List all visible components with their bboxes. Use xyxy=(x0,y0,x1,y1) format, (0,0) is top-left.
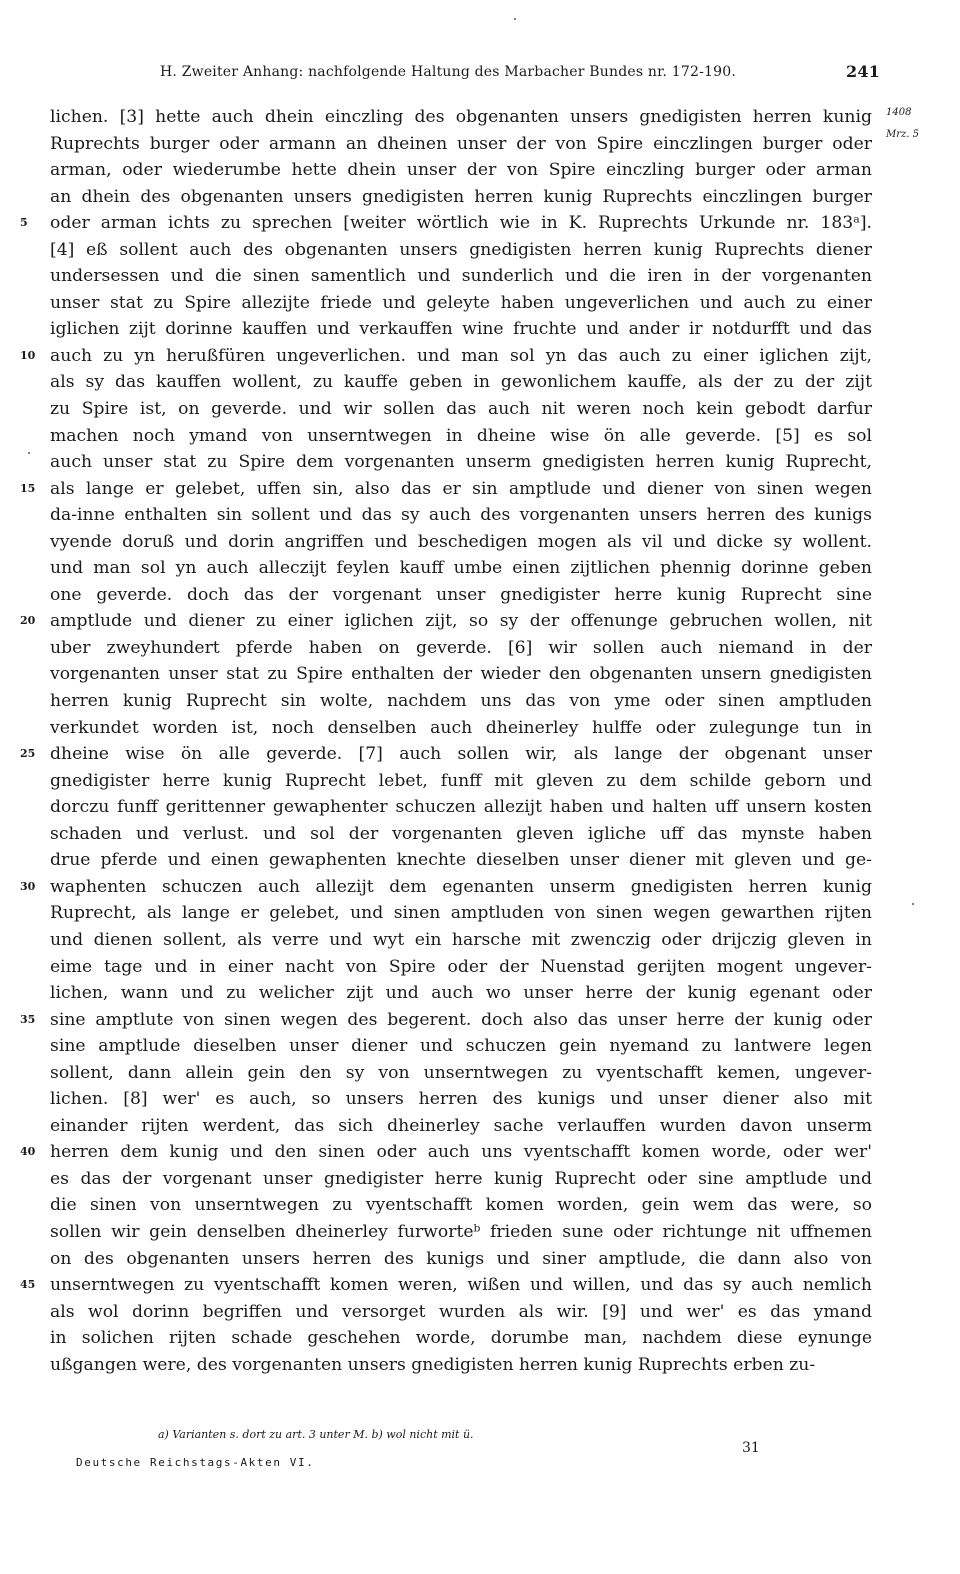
text-line xyxy=(50,1166,872,1193)
text-line xyxy=(20,343,872,370)
text-line xyxy=(50,582,872,609)
line-text: und man sol yn auch alleczijt feylen kauff umbe einen zijtlichen phennig dorinne geben xyxy=(50,558,872,579)
text-line xyxy=(50,396,872,423)
text-line xyxy=(50,423,872,450)
paper-speck xyxy=(28,452,30,454)
line-text: unser stat zu Spire allezijte friede und geleyte haben ungeverlichen und auch zu einer xyxy=(50,292,872,313)
text-line xyxy=(50,847,872,874)
text-line xyxy=(50,954,872,981)
text-line xyxy=(50,157,872,184)
text-line xyxy=(50,715,872,742)
text-line xyxy=(50,449,872,476)
text-line xyxy=(50,529,872,556)
line-text: die sinen von unserntwegen zu vyentschafft komen worden, gein wem das were, so xyxy=(50,1195,872,1216)
text-line xyxy=(50,927,872,954)
text-line xyxy=(50,1086,872,1113)
line-number: 10 xyxy=(20,348,36,362)
line-number: 5 xyxy=(20,216,28,230)
line-text: eime tage und in einer nacht von Spire oder der Nuenstad gerijten mogent ungever- xyxy=(50,956,872,977)
text-line xyxy=(50,555,872,582)
line-text: als sy das kauffen wollent, zu kauffe geben in gewonlichem kauffe, als der zu der zijt xyxy=(50,372,872,393)
line-text: Ruprecht, als lange er gelebet, und sinen amptluden von sinen wegen gewarthen rijten xyxy=(50,903,872,924)
text-line xyxy=(50,688,872,715)
line-text: auch zu yn herußfüren ungeverlichen. und man sol yn das auch zu einer iglichen zijt, xyxy=(50,345,872,366)
line-number: 15 xyxy=(20,481,36,495)
text-line xyxy=(50,1219,872,1246)
sheet-number: 31 xyxy=(742,1440,760,1456)
line-text: drue pferde und einen gewaphenten knechte dieselben unser diener mit gleven und ge- xyxy=(50,850,872,871)
text-line xyxy=(50,263,872,290)
line-text: oder arman ichts zu sprechen [weiter wörtlich wie in K. Ruprechts Urkunde nr. 183ᵃ]. xyxy=(50,213,872,234)
text-line xyxy=(50,661,872,688)
line-text: an dhein des obgenanten unsers gnedigisten herren kunig Ruprechts einczlingen burger xyxy=(50,186,872,207)
line-text: herren dem kunig und den sinen oder auch uns vyentschafft komen worde, oder wer' xyxy=(50,1142,872,1163)
line-text: machen noch ymand von unserntwegen in dheine wise ön alle geverde. [5] es sol xyxy=(50,425,872,446)
page-number: 241 xyxy=(846,62,880,81)
line-text: da-inne enthalten sin sollent und das sy auch des vorgenanten unsers herren des kunigs xyxy=(50,505,872,526)
margin-date-note xyxy=(886,102,919,146)
line-text: lichen. [8] wer' es auch, so unsers herren des kunigs und unser diener also mit xyxy=(50,1089,872,1110)
line-text: schaden und verlust. und sol der vorgenanten gleven igliche uff das mynste haben xyxy=(50,823,872,844)
line-text: sine amptlute von sinen wegen des begerent. doch also das unser herre der kunig oder xyxy=(50,1009,872,1030)
header-title: H. Zweiter Anhang: nachfolgende Haltung des Marbacher Bundes nr. 172-190. xyxy=(160,64,736,80)
text-line xyxy=(20,608,872,635)
line-text: ußgangen were, des vorgenanten unsers gnedigisten herren kunig Ruprechts erben zu- xyxy=(50,1354,816,1375)
text-line xyxy=(20,874,872,901)
line-text: [4] eß sollent auch des obgenanten unsers gnedigisten herren kunig Ruprechts diener xyxy=(50,239,872,260)
text-line xyxy=(50,1325,872,1352)
line-text: vorgenanten unser stat zu Spire enthalten der wieder den obgenanten unsern gnedigisten xyxy=(50,664,872,685)
publication-signature: Deutsche Reichstags-Akten VI. xyxy=(76,1456,315,1469)
text-line xyxy=(20,1272,872,1299)
line-text: verkundet worden ist, noch denselben auch dheinerley hulffe oder zulegunge tun in xyxy=(50,717,872,738)
line-text: lichen. [3] hette auch dhein einczling des obgenanten unsers gnedigisten herren kunig xyxy=(50,107,872,127)
line-text: uber zweyhundert pferde haben on geverde. [6] wir sollen auch niemand in der xyxy=(50,637,872,658)
line-text: einander rijten werdent, das sich dheinerley sache verlauffen wurden davon unserm xyxy=(50,1115,872,1136)
text-line xyxy=(50,794,872,821)
line-text: amptlude und diener zu einer iglichen zijt, so sy der offenunge gebruchen wollen, nit xyxy=(50,611,872,632)
text-line xyxy=(50,237,872,264)
paper-speck xyxy=(912,903,914,905)
text-line xyxy=(20,210,872,237)
text-line xyxy=(50,980,872,1007)
line-text: on des obgenanten unsers herren des kunigs und siner amptlude, die dann also von xyxy=(50,1248,872,1269)
text-line xyxy=(50,369,872,396)
text-line xyxy=(50,1246,872,1273)
document-text xyxy=(20,104,872,1378)
text-line xyxy=(50,1192,872,1219)
line-text: dheine wise ön alle geverde. [7] auch sollen wir, als lange der obgenant unser xyxy=(50,744,872,765)
line-text: als lange er gelebet, uffen sin, also das er sin amptlude und diener von sinen wegen xyxy=(50,478,872,499)
text-line xyxy=(20,1139,872,1166)
line-text: undersessen und die sinen samentlich und sunderlich und die iren in der vorgenanten xyxy=(50,266,872,287)
line-text: in solichen rijten schade geschehen worde, dorumbe man, nachdem diese eynunge xyxy=(50,1328,872,1349)
line-text: vyende doruß und dorin angriffen und beschedigen mogen als vil und dicke sy wollent. xyxy=(50,531,872,552)
footnotes: a) Varianten s. dort zu art. 3 unter M. b) wol nicht mit ü. xyxy=(158,1428,474,1441)
text-line xyxy=(20,741,872,768)
text-line xyxy=(50,1060,872,1087)
line-text: herren kunig Ruprecht sin wolte, nachdem uns das von yme oder sinen amptluden xyxy=(50,691,872,712)
line-text: waphenten schuczen auch allezijt dem egenanten unserm gnedigisten herren kunig xyxy=(50,876,872,897)
line-text: gnedigister herre kunig Ruprecht lebet, funff mit gleven zu dem schilde geborn und xyxy=(50,770,872,791)
margin-date: Mrz. 5 xyxy=(886,129,920,140)
line-number: 40 xyxy=(20,1145,36,1159)
line-text: arman, oder wiederumbe hette dhein unser der von Spire einczling burger oder arman xyxy=(50,160,872,181)
text-line xyxy=(50,768,872,795)
line-text: iglichen zijt dorinne kauffen und verkauffen wine fruchte und ander ir notdurfft und das xyxy=(50,319,872,340)
running-header xyxy=(160,62,880,86)
paper-speck xyxy=(514,18,516,20)
line-text: lichen, wann und zu welicher zijt und auch wo unser herre der kunig egenant oder xyxy=(50,983,872,1004)
text-line xyxy=(50,104,872,131)
line-text: sine amptlude dieselben unser diener und schuczen gein nyemand zu lantwere legen xyxy=(50,1036,872,1057)
text-line xyxy=(20,1007,872,1034)
text-line xyxy=(50,131,872,158)
text-line xyxy=(50,1299,872,1326)
line-number: 35 xyxy=(20,1012,36,1026)
line-text: one geverde. doch das der vorgenant unser gnedigister herre kunig Ruprecht sine xyxy=(50,584,872,605)
line-text: sollen wir gein denselben dheinerley furworteᵇ frieden sune oder richtunge nit uffnemen xyxy=(50,1221,872,1242)
line-number: 30 xyxy=(20,879,36,893)
line-number: 20 xyxy=(20,614,36,628)
text-line xyxy=(50,821,872,848)
text-line xyxy=(50,290,872,317)
text-line xyxy=(50,1033,872,1060)
line-text: sollent, dann allein gein den sy von unserntwegen zu vyentschafft kemen, ungever- xyxy=(50,1062,872,1083)
text-line xyxy=(50,316,872,343)
text-line xyxy=(50,1352,872,1379)
text-line xyxy=(50,502,872,529)
text-line xyxy=(50,900,872,927)
line-text: es das der vorgenant unser gnedigister herre kunig Ruprecht oder sine amptlude und xyxy=(50,1168,872,1189)
line-number: 25 xyxy=(20,747,36,761)
line-text: auch unser stat zu Spire dem vorgenanten unserm gnedigisten herren kunig Ruprecht, xyxy=(50,452,872,473)
text-line xyxy=(50,635,872,662)
line-text: und dienen sollent, als verre und wyt ein harsche mit zwenczig oder drijczig gleven in xyxy=(50,929,872,950)
margin-year: 1408 xyxy=(886,107,912,118)
line-text: Ruprechts burger oder armann an dheinen unser der von Spire einczlingen burger oder xyxy=(50,133,872,154)
line-text: zu Spire ist, on geverde. und wir sollen das auch nit weren noch kein gebodt darfur xyxy=(50,399,872,420)
text-line xyxy=(50,1113,872,1140)
line-text: dorczu funff gerittenner gewaphenter schuczen allezijt haben und halten uff unsern kosten xyxy=(50,797,872,818)
line-number: 45 xyxy=(20,1278,36,1292)
text-line xyxy=(20,476,872,503)
text-line xyxy=(50,184,872,211)
line-text: als wol dorinn begriffen und versorget wurden als wir. [9] und wer' es das ymand xyxy=(50,1301,872,1322)
line-text: unserntwegen zu vyentschafft komen weren, wißen und willen, und das sy auch nemlich xyxy=(50,1275,872,1296)
